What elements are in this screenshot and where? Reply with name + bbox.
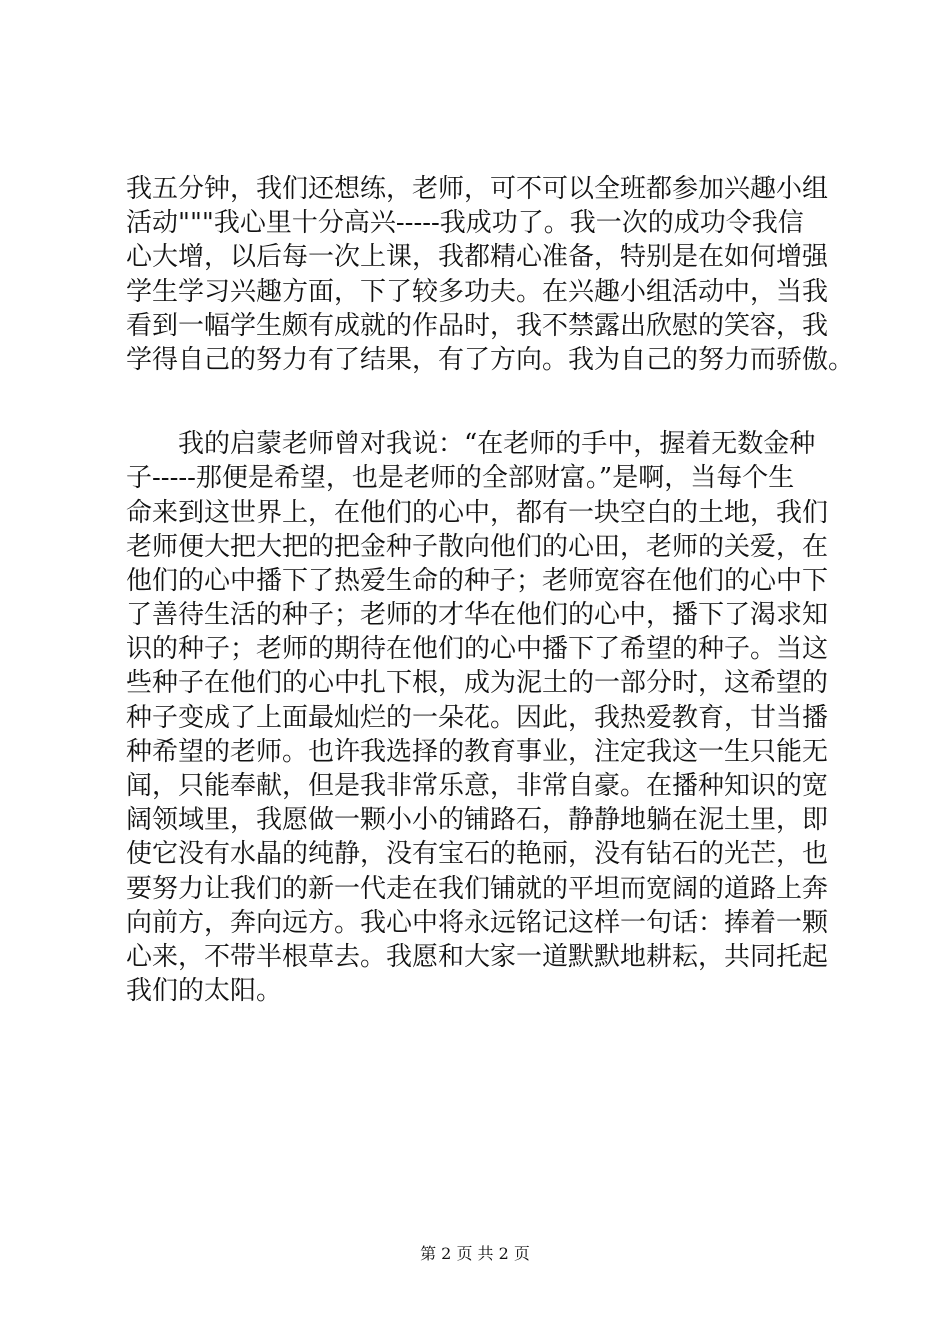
- text-line: 我们的太阳。: [126, 976, 283, 1007]
- page-number-label: 第 2 页 共 2 页: [420, 1244, 530, 1263]
- text-line: 使它没有水晶的纯静，没有宝石的艳丽，没有钻石的光芒，也: [126, 839, 829, 870]
- text-line: 种子变成了上面最灿烂的一朵花。因此，我热爱教育，甘当播: [126, 702, 829, 733]
- text-line: 闻，只能奉献，但是我非常乐意，非常自豪。在播种知识的宽: [126, 771, 829, 801]
- document-body: [126, 172, 855, 1008]
- page-footer: [0, 1244, 950, 1264]
- text-line: 心大增，以后每一次上课，我都精心准备，特别是在如何增强: [126, 242, 829, 273]
- text-line: 活动"""我心里十分高兴-----我成功了。我一次的成功令我信: [126, 208, 804, 239]
- text-line: 我的启蒙老师曾对我说：“在老师的手中，握着无数金种: [126, 429, 816, 460]
- text-line: 学得自己的努力有了结果，有了方向。我为自己的努力而骄傲。: [126, 344, 855, 375]
- text-line: 看到一幅学生颇有成就的作品时，我不禁露出欣慰的笑容，我: [126, 310, 829, 341]
- text-line: 心来，不带半根草去。我愿和大家一道默默地耕耘，共同托起: [126, 941, 829, 972]
- text-line: 子-----那便是希望，也是老师的全部财富。”是啊，当每个生: [126, 463, 795, 494]
- text-line: 阔领域里，我愿做一颗小小的铺路石，静静地躺在泥土里，即: [126, 805, 829, 836]
- text-line: 要努力让我们的新一代走在我们铺就的平坦而宽阔的道路上奔: [126, 873, 829, 904]
- text-line: 命来到这世界上，在他们的心中，都有一块空白的土地，我们: [126, 497, 829, 528]
- text-line: 向前方，奔向远方。我心中将永远铭记这样一句话：捧着一颗: [126, 907, 829, 938]
- text-line: 学生学习兴趣方面，下了较多功夫。在兴趣小组活动中，当我: [126, 276, 829, 307]
- text-line: 我五分钟，我们还想练，老师，可不可以全班都参加兴趣小组: [126, 174, 829, 204]
- paragraph-1: [126, 172, 855, 377]
- text-line: 种希望的老师。也许我选择的教育事业，注定我这一生只能无: [126, 736, 829, 767]
- text-line: 老师便大把大把的把金种子散向他们的心田，老师的关爱，在: [126, 531, 829, 562]
- paragraph-spacer: [126, 377, 846, 427]
- text-line: 些种子在他们的心中扎下根，成为泥土的一部分时，这希望的: [126, 668, 829, 699]
- paragraph-2: [126, 427, 846, 1008]
- text-line: 了善待生活的种子；老师的才华在他们的心中，播下了渴求知: [126, 600, 829, 631]
- text-line: 识的种子；老师的期待在他们的心中播下了希望的种子。当这: [126, 634, 829, 665]
- text-line: 他们的心中播下了热爱生命的种子；老师宽容在他们的心中下: [126, 565, 829, 596]
